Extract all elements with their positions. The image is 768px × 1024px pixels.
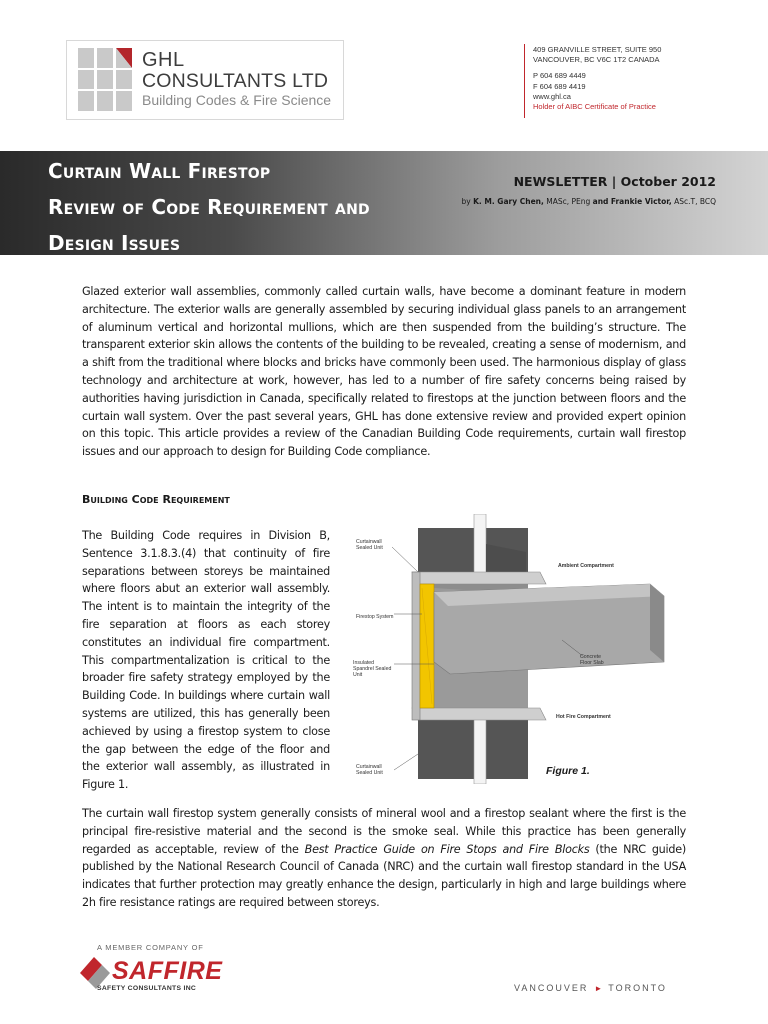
office-locations bbox=[514, 983, 667, 993]
label-spandrel: Insulated Spandrel Sealed Unit bbox=[353, 660, 392, 678]
byline bbox=[462, 197, 716, 206]
website-link[interactable]: www.ghl.ca bbox=[533, 91, 571, 101]
company-address-block bbox=[533, 45, 661, 112]
newsletter-date: NEWSLETTER | October 2012 bbox=[513, 174, 716, 189]
author1-credentials: MASc, PEng bbox=[546, 197, 591, 206]
city-toronto: TORONTO bbox=[608, 983, 667, 993]
author2-name: Frankie Victor, bbox=[610, 197, 672, 206]
section-heading: Building Code Requirement bbox=[82, 493, 230, 506]
label-curtainwall-bottom: Curtainwall Sealed Unit bbox=[356, 764, 383, 776]
saffire-subtitle: SAFETY CONSULTANTS INC bbox=[97, 985, 197, 992]
address-line1: 409 GRANVILLE STREET, SUITE 950 bbox=[533, 45, 662, 54]
title-line3: Design Issues bbox=[48, 231, 181, 255]
figure-caption: Figure 1. bbox=[546, 765, 590, 777]
horizontal-mullion-bottom bbox=[412, 708, 546, 720]
glass-panel-bottom bbox=[418, 720, 528, 779]
company-tagline: Building Codes & Fire Science bbox=[142, 92, 332, 108]
saffire-wordmark: SAFFIRE bbox=[112, 957, 223, 985]
firestop-system-paragraph bbox=[82, 805, 686, 912]
figure-curtain-wall-diagram bbox=[350, 514, 690, 784]
arrow-right-icon: ► bbox=[594, 984, 603, 993]
p3-text-part1: The curtain wall firestop system generally consists of mineral wool and a firestop sealant where the first is the principal fire-resistive material and the second is the smoke seal. While this practice has been generally regarded as acceptable, review of the bbox=[82, 807, 686, 856]
address-divider bbox=[524, 44, 525, 118]
author2-credentials: ASc.T, BCQ bbox=[674, 197, 716, 206]
article-title bbox=[48, 156, 370, 264]
title-line1: Curtain Wall Firestop bbox=[48, 159, 271, 183]
company-name-line2: CONSULTANTS LTD bbox=[142, 70, 329, 92]
ghl-logo-icon bbox=[78, 48, 132, 111]
member-company-note: A MEMBER COMPANY OF bbox=[97, 943, 204, 952]
byline-by: by bbox=[461, 197, 471, 206]
p3-guide-title: Best Practice Guide on Fire Stops and Fire Blocks bbox=[304, 842, 590, 856]
city-vancouver: VANCOUVER bbox=[514, 983, 589, 993]
address-line2: VANCOUVER, BC V6C 1T2 CANADA bbox=[533, 55, 660, 65]
code-requirement-paragraph: The Building Code requires in Division B, Sentence 3.1.8.3.(4) that continuity of fire separations between storeys be maintained where floors abut an exterior wall assembly. The intent is to maintain the integrity of the fire separation at floors as each storey constitutes an individual fire compartment. This compartmentalization is critical to the broader fire safety strategy employed by the Building Code. In buildings where curtain wall systems are utilized, this has generally been achieved by using a firestop system to close the gap between the edge of the floor and the exterior wall assembly, as illustrated in Figure 1. bbox=[82, 529, 330, 792]
p3-text-part2: (the NRC guide) published by the National Research Council of Canada (NRC) and the curtain wall firestop standard in the USA indicates that further protection may greatly enhance the design, particularly in high and large buildings where 2h fire resistance ratings are required between storeys. bbox=[82, 842, 686, 909]
horizontal-mullion-top bbox=[412, 572, 546, 584]
intro-paragraph: Glazed exterior wall assemblies, commonly called curtain walls, have become a dominant feature in modern architecture. The exterior walls are generally assembled by securing individual glass panels to an arrangement of aluminum vertical and horizontal mullions, which are then suspended from the building’s structure. The transparent exterior skin allows the contents of the building to be revealed, creating a sense of modernism, and a shift from the traditional where blocks and bricks have commonly been used. The harmonious display of glass technology and architecture at work, however, has led to a number of fire safety concerns being raised by authorities having jurisdiction in Canada, specifically related to firestops at the junction between floors and the curtain wall system. Over the past several years, GHL has done extensive review and provided expert opinion on this topic. This article provides a review of the Canadian Building Code requirements, curtain wall firestop issues and our approach to design for Building Code compliance. bbox=[82, 285, 686, 459]
certificate-note: Holder of AIBC Certificate of Practice bbox=[533, 102, 656, 112]
label-ambient-compartment: Ambient Compartment bbox=[558, 563, 614, 569]
company-name-line1: GHL bbox=[142, 49, 185, 71]
label-firestop: Firestop System bbox=[356, 614, 394, 620]
fax-number: F 604 689 4419 bbox=[533, 81, 586, 91]
author1-name: K. M. Gary Chen, bbox=[473, 197, 544, 206]
phone-number: P 604 689 4449 bbox=[533, 71, 586, 81]
byline-and: and bbox=[592, 197, 609, 206]
label-curtainwall-top: Curtainwall Sealed Unit bbox=[356, 539, 383, 551]
title-line2: Review of Code Requirement and bbox=[48, 195, 370, 219]
label-concrete-slab: Concrete Floor Slab bbox=[580, 654, 604, 666]
label-hot-fire-compartment: Hot Fire Compartment bbox=[556, 714, 611, 720]
